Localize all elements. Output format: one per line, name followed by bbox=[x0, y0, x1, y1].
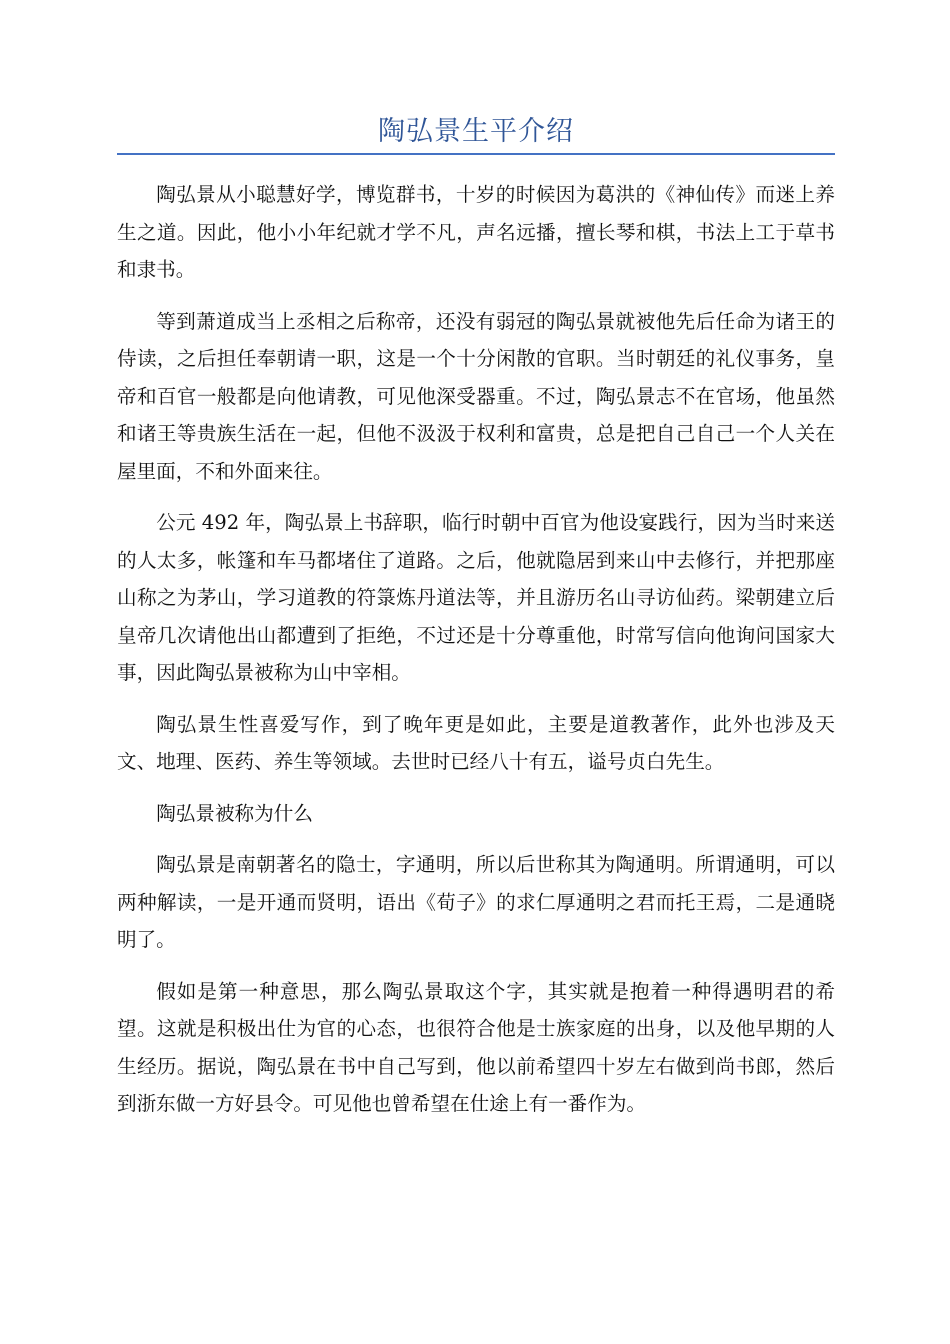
title-underline bbox=[117, 153, 835, 155]
paragraph-writing: 陶弘景生性喜爱写作，到了晚年更是如此，主要是道教著作，此外也涉及天文、地理、医药、养生等领域。去世时已经八十有五，谥号贞白先生。 bbox=[117, 712, 835, 773]
section-heading: 陶弘景被称为什么 bbox=[156, 801, 313, 825]
paragraph-courtesy-name: 陶弘景是南朝著名的隐士，字通明，所以后世称其为陶通明。所谓通明，可以两种解读，一是开通而贤明，语出《荀子》的求仁厚通明之君而托王焉，二是通晓明了。 bbox=[117, 853, 835, 951]
document-body bbox=[117, 176, 835, 1137]
paragraph-interpretation: 假如是第一种意思，那么陶弘景取这个字，其实就是抱着一种得遇明君的希望。这就是积极出仕为官的心态，也很符合他是士族家庭的出身，以及他早期的人生经历。据说，陶弘景在书中自己写到，他以前希望四十岁左右做到尚书郎，然后到浙东做一方好县令。可见他也曾希望在仕途上有一番作为。 bbox=[117, 979, 835, 1115]
paragraph-resignation: 公元 492 年，陶弘景上书辞职，临行时朝中百官为他设宴践行，因为当时来送的人太多，帐篷和车马都堵住了道路。之后，他就隐居到来山中去修行，并把那座山称之为茅山，学习道教的符箓炼丹道法等，并且游历名山寻访仙药。梁朝建立后皇帝几次请他出山都遭到了拒绝，不过还是十分尊重他，时常写信向他询问国家大事，因此陶弘景被称为山中宰相。 bbox=[117, 511, 835, 684]
paragraph-early-life: 陶弘景从小聪慧好学，博览群书，十岁的时候因为葛洪的《神仙传》而迷上养生之道。因此，他小小年纪就才学不凡，声名远播，擅长琴和棋，书法上工于草书和隶书。 bbox=[117, 183, 835, 281]
document-title: 陶弘景生平介绍 bbox=[378, 116, 574, 147]
paragraph-court-service: 等到萧道成当上丞相之后称帝，还没有弱冠的陶弘景就被他先后任命为诸王的侍读，之后担任奉朝请一职，这是一个十分闲散的官职。当时朝廷的礼仪事务，皇帝和百官一般都是向他请教，可见他深受器重。不过，陶弘景志不在官场，他虽然和诸王等贵族生活在一起，但他不汲汲于权利和富贵，总是把自己自己一个人关在屋里面，不和外面来往。 bbox=[117, 309, 835, 483]
